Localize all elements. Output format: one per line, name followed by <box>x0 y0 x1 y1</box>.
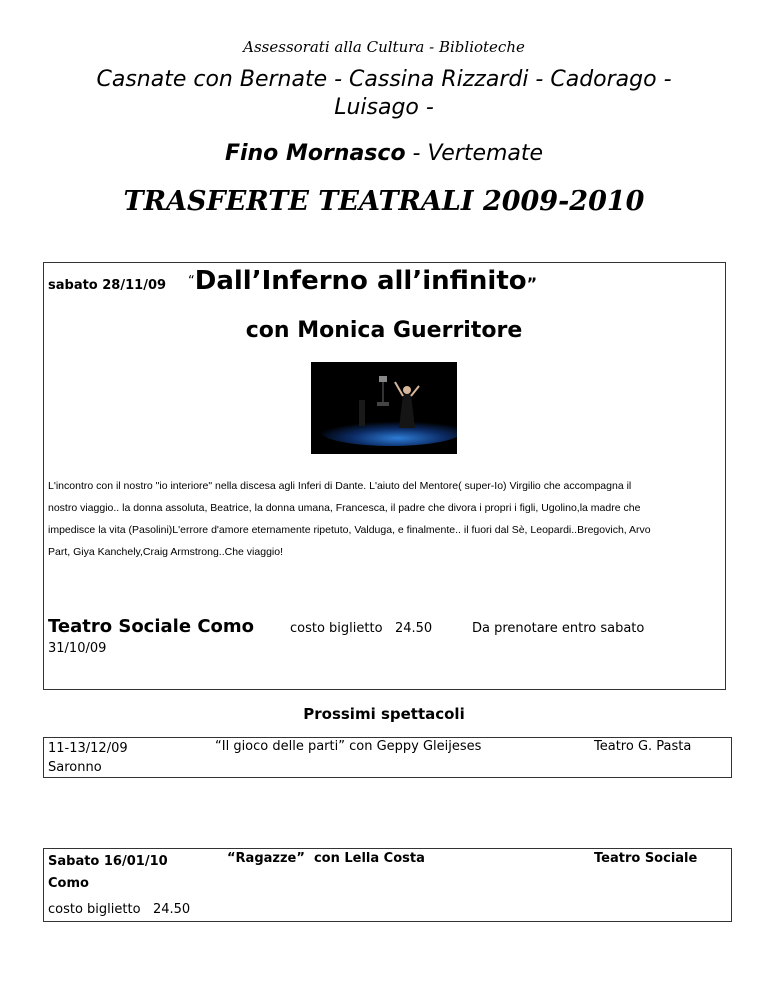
town-fino-mornasco: Fino Mornasco <box>224 141 406 166</box>
upcoming-heading: Prossimi spettacoli <box>303 705 465 723</box>
event-performer: con Monica Guerritore <box>245 318 523 343</box>
description-line: nostro viaggio.. la donna assoluta, Beatrice, la donna umana, Francesca, il padre che divora i propri i figli, Ugolino,la madre che <box>48 502 641 514</box>
description-line: Part, Giya Kanchely,Craig Armstrong..Che viaggio! <box>48 546 283 558</box>
event-description <box>48 475 722 563</box>
page-title: TRASFERTE TEATRALI 2009-2010 <box>123 186 645 217</box>
event-venue: Teatro Sociale Como <box>48 616 255 637</box>
event-date: sabato 28/11/09 <box>48 278 167 293</box>
upcoming-show-venue-1: Teatro G. Pasta <box>594 739 692 754</box>
description-line: L'incontro con il nostro "io interiore" nella discesa agli Inferi di Dante. L'aiuto del Mentore( super-Io) Virgilio che accompagna il <box>48 480 632 492</box>
event-title <box>188 266 537 296</box>
upcoming-show-ticket-2: costo biglietto 24.50 <box>48 902 191 917</box>
show-date: 11-13/12/09 <box>48 741 128 756</box>
performer-photo <box>311 362 457 454</box>
assessorati-line: Assessorati alla Cultura - Biblioteche <box>243 38 525 56</box>
towns-line-3 <box>0 140 768 168</box>
show-title: Dall’Inferno all’infinito <box>194 266 527 296</box>
description-line: impedisce la vita (Pasolini)L'errore d'amore eternamente ripetuto, Valduga, e finalmente.. il fuori dal Sè, Leopardi..Bregovich, Arvo <box>48 524 651 536</box>
upcoming-show-title-1: “Il gioco delle parti” con Geppy Gleijeses <box>215 739 482 754</box>
towns-line-1: Casnate con Bernate - Cassina Rizzardi - Cadorago - <box>96 67 672 92</box>
show-city: Como <box>48 876 89 891</box>
upcoming-show-title-2: “Ragazze” con Lella Costa <box>227 851 425 866</box>
close-quote: ” <box>526 274 538 293</box>
towns-line-2: Luisago - <box>334 95 434 120</box>
show-city: Saronno <box>48 760 102 775</box>
town-vertemate: - Vertemate <box>405 141 544 166</box>
open-quote: “ <box>188 274 195 289</box>
event-booking-date: 31/10/09 <box>48 641 107 656</box>
event-booking: Da prenotare entro sabato <box>472 621 645 636</box>
upcoming-show-date-2 <box>48 851 168 895</box>
upcoming-show-date-1 <box>48 739 128 777</box>
event-ticket-price: costo biglietto 24.50 <box>290 621 433 636</box>
show-date: Sabato 16/01/10 <box>48 854 168 869</box>
upcoming-show-venue-2: Teatro Sociale <box>594 851 698 866</box>
